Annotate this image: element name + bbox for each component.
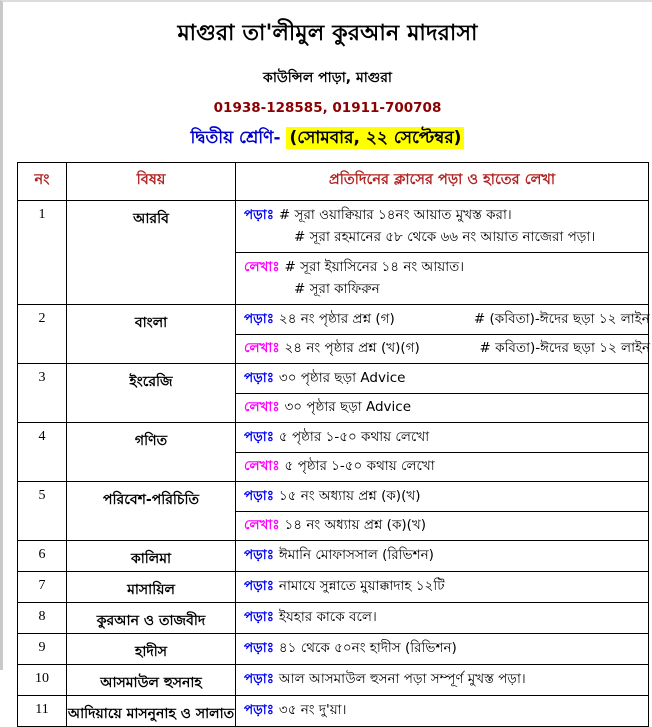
subject-name: আরবি (67, 201, 236, 305)
row-number: 11 (18, 696, 67, 727)
entry-text: নামাযে সুন্নাতে মুয়াক্কাদাহ ১২টি (278, 577, 445, 594)
row-number: 6 (18, 541, 67, 572)
entry-text: ১৫ নং অধ্যায় প্রশ্ন (ক)(খ) (278, 487, 421, 504)
entry-text: ৫ পৃষ্ঠার ১-৫০ কথায় লেখো (284, 458, 435, 474)
row-number: 1 (18, 201, 67, 305)
read-label: পড়াঃ (244, 207, 274, 223)
entry-continuation-line: # সূরা কাফিরুন (294, 281, 380, 297)
row-number: 7 (18, 572, 67, 603)
lesson-cell (236, 482, 649, 541)
lesson-cell (236, 541, 649, 572)
read-label: পড়াঃ (244, 546, 274, 563)
entry-extra-text: # (কবিতা)-ঈদের ছড়া ১২ লাইন (473, 310, 650, 327)
col-header-no: নং (18, 163, 67, 201)
write-label: লেখাঃ (244, 399, 280, 415)
read-entry (236, 364, 648, 393)
table-row (18, 572, 649, 603)
lesson-cell (236, 201, 649, 305)
entry-text: ২৪ নং পৃষ্ঠার প্রশ্ন (গ) (278, 310, 395, 327)
entry-line (244, 456, 480, 477)
entry-line (244, 576, 474, 597)
table-row (18, 696, 649, 727)
entry-line (244, 669, 526, 690)
table-row (18, 665, 649, 696)
read-entry (236, 665, 648, 694)
read-entry (236, 603, 648, 632)
write-entry (236, 334, 651, 363)
subject-name: পরিবেশ-পরিচিতি (67, 482, 236, 541)
read-label: পড়াঃ (244, 639, 274, 656)
page-title: মাগুরা তা'লীমুল কুরআন মাদরাসা (177, 21, 478, 46)
row-number: 10 (18, 665, 67, 696)
write-entry (236, 452, 648, 481)
subject-name: বাংলা (67, 305, 236, 364)
read-label: পড়াঃ (244, 577, 274, 594)
table-row (18, 634, 649, 665)
entry-continuation-line: # সূরা রহমানের ৫৮ থেকে ৬৬ নং আয়াত নাজেরা পড়া। (294, 229, 596, 245)
document-header (3, 2, 652, 153)
table-row (18, 482, 649, 541)
entry-text: ৩৫ নং দু'য়া। (278, 701, 347, 718)
entry-text: ৩০ পৃষ্ঠার ছড়া Advice (284, 399, 412, 415)
class-date-line (3, 125, 652, 153)
class-name: দ্বিতীয় শ্রেণি- (190, 128, 281, 148)
entry-extra-text: # কবিতা)-ঈদের ছড়া ১২ লাইন (479, 340, 651, 356)
entry-text: # সূরা ইয়াসিনের ১৪ নং আয়াত। (284, 259, 465, 275)
entry-line (244, 607, 474, 628)
lesson-cell (236, 305, 649, 364)
table-row (18, 603, 649, 634)
row-number: 8 (18, 603, 67, 634)
table-row (18, 364, 649, 423)
subject-name: হাদীস (67, 634, 236, 665)
entry-line (244, 204, 642, 226)
read-entry (236, 634, 648, 663)
read-entry (236, 423, 648, 452)
entry-text: ইযহার কাকে বলে। (278, 608, 377, 625)
subject-name: মাসায়িল (67, 572, 236, 603)
read-entry (236, 201, 648, 252)
write-entry (236, 511, 648, 540)
read-label: পড়াঃ (244, 310, 274, 327)
entry-text: ৫ পৃষ্ঠার ১-৫০ কথায় লেখো (278, 428, 430, 445)
row-number: 9 (18, 634, 67, 665)
lesson-cell (236, 665, 649, 696)
entry-text: ৪১ থেকে ৫০নং হাদীস (রিভিশন) (278, 639, 457, 656)
read-entry (236, 541, 648, 570)
read-label: পড়াঃ (244, 670, 274, 687)
table-row (18, 305, 649, 364)
row-number: 4 (18, 423, 67, 482)
subject-name: কুরআন ও তাজবীদ (67, 603, 236, 634)
row-number: 3 (18, 364, 67, 423)
table-row (18, 541, 649, 572)
subject-name: কালিমা (67, 541, 236, 572)
read-label: পড়াঃ (244, 701, 274, 718)
entry-line (244, 309, 650, 330)
entry-line (244, 545, 474, 566)
read-entry (236, 305, 648, 334)
entry-text: আল আসমাউল হুসনা পড়া সম্পূর্ণ মুখস্ত পড়া। (278, 670, 526, 687)
write-label: লেখাঃ (244, 259, 280, 275)
lesson-cell (236, 696, 649, 727)
lesson-cell (236, 423, 649, 482)
entry-line (244, 515, 480, 536)
write-label: লেখাঃ (244, 458, 280, 474)
read-label: পড়াঃ (244, 487, 274, 504)
subject-name: ইংরেজি (67, 364, 236, 423)
entry-line (244, 700, 474, 721)
write-entry (236, 393, 648, 422)
read-entry (236, 482, 648, 511)
subject-name: গণিত (67, 423, 236, 482)
table-row (18, 423, 649, 482)
address-line: কাউন্সিল পাড়া, মাগুরা (263, 70, 392, 86)
read-label: পড়াঃ (244, 369, 274, 386)
subject-name: আদিয়ায়ে মাসনুনাহ ও সালাত (67, 696, 236, 727)
entry-line (244, 338, 650, 359)
entry-text: ১৪ নং অধ্যায় প্রশ্ন (ক)(খ) (284, 517, 427, 533)
table-row (18, 201, 649, 305)
entry-text: ২৪ নং পৃষ্ঠার প্রশ্ন (খ)(গ) (284, 340, 420, 356)
table-header-row (18, 163, 649, 201)
write-entry (236, 252, 648, 304)
col-header-lesson: প্রতিদিনের ক্লাসের পড়া ও হাতের লেখা (236, 163, 649, 201)
lesson-cell (236, 572, 649, 603)
read-entry (236, 572, 648, 601)
write-label: লেখাঃ (244, 517, 280, 533)
row-number: 2 (18, 305, 67, 364)
read-entry (236, 696, 648, 725)
col-header-subject: বিষয় (67, 163, 236, 201)
row-number: 5 (18, 482, 67, 541)
entry-line (244, 256, 642, 278)
subject-name: আসমাউল হুসনাহ (67, 665, 236, 696)
lesson-table (17, 162, 649, 727)
entry-line (244, 397, 480, 418)
write-label: লেখাঃ (244, 340, 280, 356)
entry-line (244, 486, 474, 507)
phone-numbers: 01938-128585, 01911-700708 (213, 100, 442, 116)
entry-text: # সূরা ওয়াক্বিয়ার ১৪নং আয়াত মুখস্ত করা। (278, 207, 512, 223)
read-label: পড়াঃ (244, 608, 274, 625)
entry-text: ৩০ পৃষ্ঠার ছড়া Advice (278, 369, 406, 386)
entry-line (244, 368, 474, 389)
date-highlight: (সোমবার, ২২ সেপ্টেম্বর) (286, 127, 464, 149)
lesson-cell (236, 364, 649, 423)
lesson-cell (236, 603, 649, 634)
entry-line (244, 427, 474, 448)
entry-line (244, 638, 474, 659)
read-label: পড়াঃ (244, 428, 274, 445)
entry-text: ঈমানি মোফাসসাল (রিভিশন) (278, 546, 434, 563)
lesson-cell (236, 634, 649, 665)
